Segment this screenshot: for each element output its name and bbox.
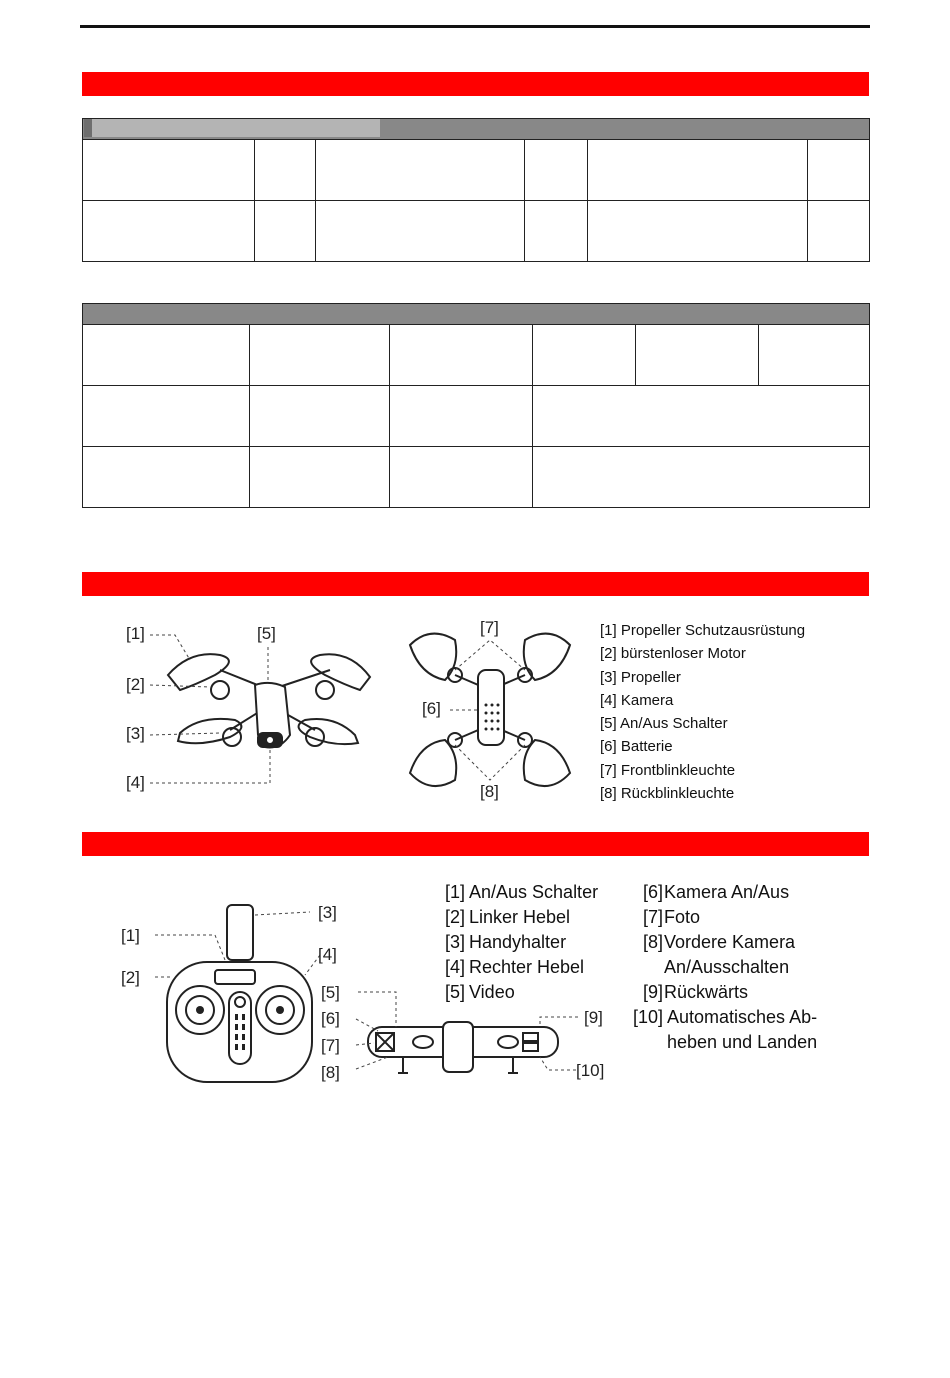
drone-callout-4: [4]	[126, 773, 145, 792]
controller-legend-item	[628, 1030, 817, 1055]
drone-legend-item: [5] An/Aus Schalter	[600, 715, 728, 733]
legend-text: An/Ausschalten	[664, 957, 790, 977]
table-header-highlight	[92, 119, 380, 137]
drone-callout-1: [1]	[126, 624, 145, 643]
drone-front-illustration	[120, 615, 380, 810]
drone-legend-item: [2] bürstenloser Motor	[600, 645, 746, 663]
controller-legend-right	[628, 880, 817, 1055]
controller-callout-4: [4]	[318, 945, 337, 964]
legend-text: Rechter Hebel	[469, 957, 585, 977]
drone-callout-2: [2]	[126, 675, 145, 694]
legend-number: [5]	[445, 982, 466, 1002]
legend-number	[628, 955, 664, 980]
legend-number: [10]	[632, 1007, 663, 1027]
controller-callout-7: [7]	[321, 1036, 340, 1055]
controller-legend-item	[628, 880, 817, 905]
legend-number	[628, 1030, 667, 1055]
legend-text: Automatisches Ab-	[667, 1007, 818, 1027]
legend-number: [7]	[642, 907, 663, 927]
drone-legend-item: [1] Propeller Schutzausrüstung	[600, 622, 806, 639]
legend-number: [8]	[642, 932, 663, 952]
legend-text: Video	[469, 982, 515, 1002]
drone-legend-item: [6] Batterie	[600, 738, 673, 756]
drone-callout-5: [5]	[257, 624, 276, 643]
legend-number: [4]	[445, 957, 466, 977]
spec-table-2	[82, 303, 870, 508]
controller-callout-6: [6]	[321, 1009, 340, 1028]
section-bar-controller	[82, 832, 869, 856]
spec-table-1	[82, 118, 870, 262]
legend-number: [6]	[642, 882, 663, 902]
controller-legend-left	[445, 880, 598, 1005]
controller-front-illustration	[115, 900, 350, 1090]
controller-callout-8: [8]	[321, 1063, 340, 1082]
controller-legend-item	[628, 930, 817, 955]
drone-legend-item: [7] Frontblinkleuchte	[600, 761, 736, 779]
legend-text: heben und Landen	[667, 1032, 818, 1052]
section-bar-drone-parts	[82, 572, 869, 596]
drone-callout-8: [8]	[480, 782, 499, 801]
legend-text: Kamera An/Aus	[664, 882, 790, 902]
legend-text: Handyhalter	[469, 932, 567, 952]
controller-legend-item	[445, 955, 598, 980]
legend-text: Foto	[664, 907, 701, 927]
controller-legend-item	[445, 930, 598, 955]
controller-legend-item	[628, 955, 817, 980]
drone-callout-7: [7]	[480, 618, 499, 637]
legend-text: Linker Hebel	[469, 907, 571, 927]
controller-legend-item	[445, 980, 598, 1005]
legend-text: An/Aus Schalter	[469, 882, 599, 902]
controller-legend-item	[445, 880, 598, 905]
legend-number: [1]	[445, 882, 466, 902]
drone-callout-3: [3]	[126, 724, 145, 743]
drone-legend-item: [4] Kamera	[600, 691, 674, 709]
controller-callout-10: [10]	[576, 1061, 605, 1080]
drone-legend-item: [8] Rückblinkleuchte	[600, 785, 735, 803]
header-rule	[80, 25, 870, 28]
controller-legend-item	[628, 980, 817, 1005]
controller-callout-5: [5]	[321, 983, 340, 1002]
section-bar-specifications	[82, 72, 869, 96]
table-header-marker	[84, 119, 92, 137]
legend-text: Rückwärts	[664, 982, 749, 1002]
controller-callout-9: [9]	[584, 1008, 603, 1027]
drone-legend-item: [3] Propeller	[600, 668, 681, 686]
drone-top-illustration	[400, 615, 580, 805]
controller-callout-1: [1]	[121, 926, 140, 945]
controller-callout-2: [2]	[121, 968, 140, 987]
legend-number: [3]	[445, 932, 466, 952]
legend-text: Vordere Kamera	[664, 932, 796, 952]
controller-legend-item	[628, 1005, 817, 1030]
legend-number: [9]	[642, 982, 663, 1002]
controller-callout-3: [3]	[318, 903, 337, 922]
controller-legend-item	[445, 905, 598, 930]
controller-legend-item	[628, 905, 817, 930]
drone-callout-6: [6]	[422, 699, 441, 718]
drone-parts-legend	[600, 619, 805, 805]
legend-number: [2]	[445, 907, 466, 927]
